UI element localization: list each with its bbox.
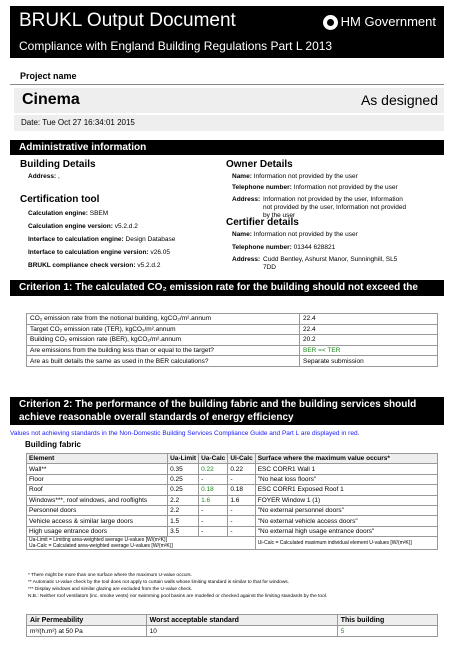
- air-permeability-table: [26, 614, 438, 637]
- owner-name: Name: Information not provided by the user: [232, 173, 358, 180]
- red-values-note: Values not achieving standards in the Non-Domestic Building Services Compliance Guide and Part L are displayed in red.: [10, 430, 360, 437]
- owner-address: Address:: [232, 196, 261, 203]
- table-row: m³/(h.m²) at 50 Pa 10 5: [27, 626, 438, 637]
- hm-government-logo: [323, 14, 436, 30]
- criterion1-title: Criterion 1: The calculated CO₂ emission rate for the building should not exceed the target: [10, 280, 444, 296]
- pass-value: BER =< TER: [300, 345, 438, 356]
- certifier-details-heading: Certifier details: [226, 217, 299, 228]
- building-fabric-heading: Building fabric: [25, 440, 81, 449]
- building-address: Address: ,: [28, 173, 60, 180]
- table-row: CO₂ emission rate from the notional building, kgCO₂/m².annum 22.4: [27, 314, 438, 325]
- footnote: ** Automatic U-value check by the tool does not apply to curtain walls whose limiting standard is similar to that for windows.: [28, 580, 290, 585]
- building-details-heading: Building Details: [20, 159, 96, 170]
- owner-details-heading: Owner Details: [226, 159, 293, 170]
- certifier-name: Name: Information not provided by the user: [232, 231, 358, 238]
- admin-section-title: Administrative information: [10, 140, 444, 155]
- document-subtitle: Compliance with England Building Regulations Part L 2013: [19, 39, 333, 53]
- owner-phone: Telephone number: Information not provided by the user: [232, 184, 398, 191]
- table-legend-row: Ua-Limit = Limiting area-weighted average U-values [W/(m²K)] Ua-Calc = Calculated area-weighted average U-values [W/(m²K)] Ui-Calc = Calculated maximum individual element U-values [W/(m²K)]: [27, 537, 438, 550]
- table-row: Vehicle access & similar large doors 1.5 - - "No external vehicle access doors": [27, 516, 438, 526]
- cert-row: Calculation engine: SBEM: [28, 210, 109, 217]
- crest-icon: [323, 15, 338, 30]
- footnote: *** Display windows and similar glazing are excluded from the U-value check.: [28, 587, 193, 592]
- certifier-address: Address:: [232, 256, 261, 263]
- table-row: Roof 0.25 0.18 0.18 ESC CORR1 Exposed Roof 1: [27, 485, 438, 495]
- footnote: N.B.: Neither roof ventilators (inc. smoke vents) nor swimming pool basins are modelled or checked against the limiting standards by the tool.: [28, 594, 328, 599]
- table-row: Wall** 0.35 0.22 0.22 ESC CORR1 Wall 1: [27, 464, 438, 474]
- cert-row: Calculation engine version: v5.2.d.2: [28, 223, 138, 230]
- project-band: [14, 88, 444, 113]
- cert-row: Interface to calculation engine: Design Database: [28, 236, 176, 243]
- table-row: Personnel doors 2.2 - - "No external personnel doors": [27, 505, 438, 515]
- table-row: Target CO₂ emission rate (TER), kgCO₂/m².annum 22.4: [27, 324, 438, 335]
- table-header-row: Element Ua-Limit Ua-Calc Ui-Calc Surface where the maximum value occurs*: [27, 454, 438, 464]
- table-header-row: Air Permeability Worst acceptable standard This building: [27, 615, 438, 626]
- building-fabric-table: [26, 453, 438, 550]
- table-row: Are emissions from the building less than or equal to the target? BER =< TER: [27, 345, 438, 356]
- table-row: High usage entrance doors 3.5 - - "No external high usage entrance doors": [27, 526, 438, 536]
- document-header: [10, 6, 444, 58]
- footnote: * There might be more than one surface where the maximum U-value occurs.: [28, 573, 192, 578]
- table-row: Windows***, roof windows, and rooflights 2.2 1.6 1.6 FOYER Window 1 (1): [27, 495, 438, 505]
- table-row: Are as built details the same as used in the BER calculations? Separate submission: [27, 356, 438, 367]
- certifier-address-lines: Cudd Bentley, Ashurst Manor, Sunninghill, SL5 7DD: [263, 256, 398, 271]
- criterion2-title: Criterion 2: The performance of the building fabric and the building services should achieve reasonable overall standards of energy efficiency: [10, 397, 444, 425]
- project-date: Date: Tue Oct 27 16:34:01 2015: [14, 115, 444, 131]
- criterion1-table: [26, 313, 438, 367]
- project-name: Cinema: [22, 91, 80, 108]
- project-status: As designed: [360, 92, 438, 108]
- cert-row: BRUKL compliance check version: v5.2.d.2: [28, 262, 161, 269]
- cert-row: Interface to calculation engine version: v26.05: [28, 249, 170, 256]
- document-title: BRUKL Output Document: [19, 10, 236, 31]
- logo-text: HM Government: [340, 14, 436, 29]
- table-row: Building CO₂ emission rate (BER), kgCO₂/m².annum 20.2: [27, 335, 438, 346]
- divider: [10, 84, 444, 85]
- table-row: Floor 0.25 - - "No heat loss floors": [27, 474, 438, 484]
- project-name-label: Project name: [20, 71, 77, 81]
- owner-address-lines: Information not provided by the user, Information not provided by the user, Information not provided by the user: [263, 196, 407, 219]
- certification-heading: Certification tool: [20, 194, 100, 205]
- certifier-phone: Telephone number: 01344 628821: [232, 244, 336, 251]
